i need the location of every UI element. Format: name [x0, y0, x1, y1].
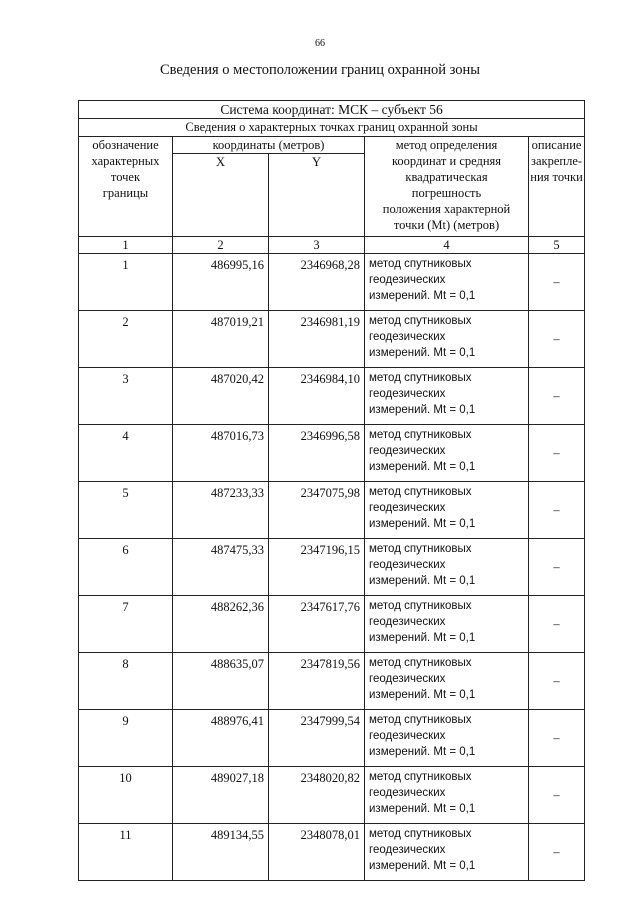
method-cell	[365, 710, 529, 767]
method-line: метод спутниковых	[369, 828, 472, 840]
point-cell: 11	[79, 824, 173, 881]
y-coordinate-cell: 2347999,54	[269, 710, 365, 767]
column-number: 5	[529, 237, 585, 254]
x-coordinate-cell: 488976,41	[173, 710, 269, 767]
description-cell: –	[529, 653, 585, 710]
description-cell: –	[529, 596, 585, 653]
method-line: метод спутниковых	[369, 714, 472, 726]
table-row	[79, 311, 585, 368]
method-cell	[365, 539, 529, 596]
method-cell	[365, 254, 529, 311]
x-coordinate-cell: 489027,18	[173, 767, 269, 824]
method-line: геодезических	[369, 559, 446, 571]
header-y: Y	[269, 154, 365, 237]
point-cell: 8	[79, 653, 173, 710]
method-line: геодезических	[369, 787, 446, 799]
method-line: измерений. Mt = 0,1	[369, 404, 476, 416]
header-text: описание	[531, 138, 582, 152]
method-line: метод спутниковых	[369, 771, 472, 783]
method-line: геодезических	[369, 388, 446, 400]
description-cell: –	[529, 425, 585, 482]
page-number: 66	[315, 38, 325, 49]
method-line: метод спутниковых	[369, 543, 472, 555]
header-point-designation	[79, 137, 173, 237]
x-coordinate-cell: 488635,07	[173, 653, 269, 710]
table-row	[79, 368, 585, 425]
y-coordinate-cell: 2346968,28	[269, 254, 365, 311]
method-line: измерений. Mt = 0,1	[369, 860, 476, 872]
table-row	[79, 710, 585, 767]
point-cell: 9	[79, 710, 173, 767]
point-cell: 5	[79, 482, 173, 539]
method-line: геодезических	[369, 673, 446, 685]
point-cell: 7	[79, 596, 173, 653]
method-line: измерений. Mt = 0,1	[369, 803, 476, 815]
header-text: координат и средняя	[391, 154, 502, 168]
header-text: обозначение	[92, 138, 159, 152]
method-line: геодезических	[369, 844, 446, 856]
header-coordinates: координаты (метров)	[173, 137, 365, 154]
table-row	[79, 767, 585, 824]
point-cell: 4	[79, 425, 173, 482]
method-cell	[365, 368, 529, 425]
method-line: геодезических	[369, 616, 446, 628]
point-cell: 6	[79, 539, 173, 596]
y-coordinate-cell: 2348020,82	[269, 767, 365, 824]
y-coordinate-cell: 2346981,19	[269, 311, 365, 368]
method-line: измерений. Mt = 0,1	[369, 347, 476, 359]
method-line: геодезических	[369, 502, 446, 514]
header-text: закрепле-	[531, 154, 583, 168]
method-cell	[365, 653, 529, 710]
table-row	[79, 254, 585, 311]
method-cell	[365, 596, 529, 653]
method-line: геодезических	[369, 730, 446, 742]
description-cell: –	[529, 482, 585, 539]
column-number: 1	[79, 237, 173, 254]
section-title-cell: Сведения о характерных точках границ охранной зоны	[79, 119, 585, 137]
header-text: границы	[102, 186, 149, 200]
y-coordinate-cell: 2347819,56	[269, 653, 365, 710]
method-line: измерений. Mt = 0,1	[369, 689, 476, 701]
method-line: измерений. Mt = 0,1	[369, 290, 476, 302]
description-cell: –	[529, 710, 585, 767]
y-coordinate-cell: 2348078,01	[269, 824, 365, 881]
coordinate-system-cell: Система координат: МСК – субъект 56	[79, 101, 585, 119]
table-row	[79, 539, 585, 596]
header-text: характерных	[91, 154, 160, 168]
method-cell	[365, 311, 529, 368]
y-coordinate-cell: 2346996,58	[269, 425, 365, 482]
description-cell: –	[529, 767, 585, 824]
method-line: измерений. Mt = 0,1	[369, 461, 476, 473]
x-coordinate-cell: 487233,33	[173, 482, 269, 539]
column-number: 4	[365, 237, 529, 254]
x-coordinate-cell: 486995,16	[173, 254, 269, 311]
method-line: метод спутниковых	[369, 258, 472, 270]
method-line: метод спутниковых	[369, 486, 472, 498]
method-line: измерений. Mt = 0,1	[369, 632, 476, 644]
column-number: 2	[173, 237, 269, 254]
method-line: измерений. Mt = 0,1	[369, 575, 476, 587]
description-cell: –	[529, 368, 585, 425]
y-coordinate-cell: 2347617,76	[269, 596, 365, 653]
point-cell: 3	[79, 368, 173, 425]
table-row	[79, 482, 585, 539]
document-title: Сведения о местоположении границ охранной зоны	[159, 62, 480, 78]
method-line: метод спутниковых	[369, 315, 472, 327]
description-cell: –	[529, 311, 585, 368]
method-line: геодезических	[369, 274, 446, 286]
x-coordinate-cell: 487475,33	[173, 539, 269, 596]
y-coordinate-cell: 2346984,10	[269, 368, 365, 425]
method-cell	[365, 482, 529, 539]
header-text: квадратическая	[405, 170, 488, 184]
x-coordinate-cell: 488262,36	[173, 596, 269, 653]
point-cell: 2	[79, 311, 173, 368]
method-line: метод спутниковых	[369, 372, 472, 384]
method-cell	[365, 767, 529, 824]
description-cell: –	[529, 254, 585, 311]
x-coordinate-cell: 489134,55	[173, 824, 269, 881]
header-text: ния точки	[530, 170, 583, 184]
header-x: X	[173, 154, 269, 237]
table-row	[79, 425, 585, 482]
y-coordinate-cell: 2347196,15	[269, 539, 365, 596]
description-cell: –	[529, 824, 585, 881]
point-cell: 10	[79, 767, 173, 824]
method-line: геодезических	[369, 331, 446, 343]
description-cell: –	[529, 539, 585, 596]
method-cell	[365, 425, 529, 482]
method-line: метод спутниковых	[369, 600, 472, 612]
header-text: точки (Mt) (метров)	[393, 218, 500, 232]
column-number: 3	[269, 237, 365, 254]
method-line: измерений. Mt = 0,1	[369, 518, 476, 530]
method-line: измерений. Mt = 0,1	[369, 746, 476, 758]
method-line: метод спутниковых	[369, 657, 472, 669]
x-coordinate-cell: 487019,21	[173, 311, 269, 368]
point-cell: 1	[79, 254, 173, 311]
method-cell	[365, 824, 529, 881]
x-coordinate-cell: 487016,73	[173, 425, 269, 482]
header-text: положения характерной	[382, 202, 511, 216]
header-text: погрешность	[411, 186, 482, 200]
x-coordinate-cell: 487020,42	[173, 368, 269, 425]
method-line: метод спутниковых	[369, 429, 472, 441]
table-row	[79, 596, 585, 653]
table-row	[79, 653, 585, 710]
method-line: геодезических	[369, 445, 446, 457]
header-description	[529, 137, 585, 237]
header-method	[365, 137, 529, 237]
boundary-points-table	[78, 100, 585, 881]
header-text: метод определения	[395, 138, 498, 152]
y-coordinate-cell: 2347075,98	[269, 482, 365, 539]
table-row	[79, 824, 585, 881]
header-text: точек	[110, 170, 141, 184]
